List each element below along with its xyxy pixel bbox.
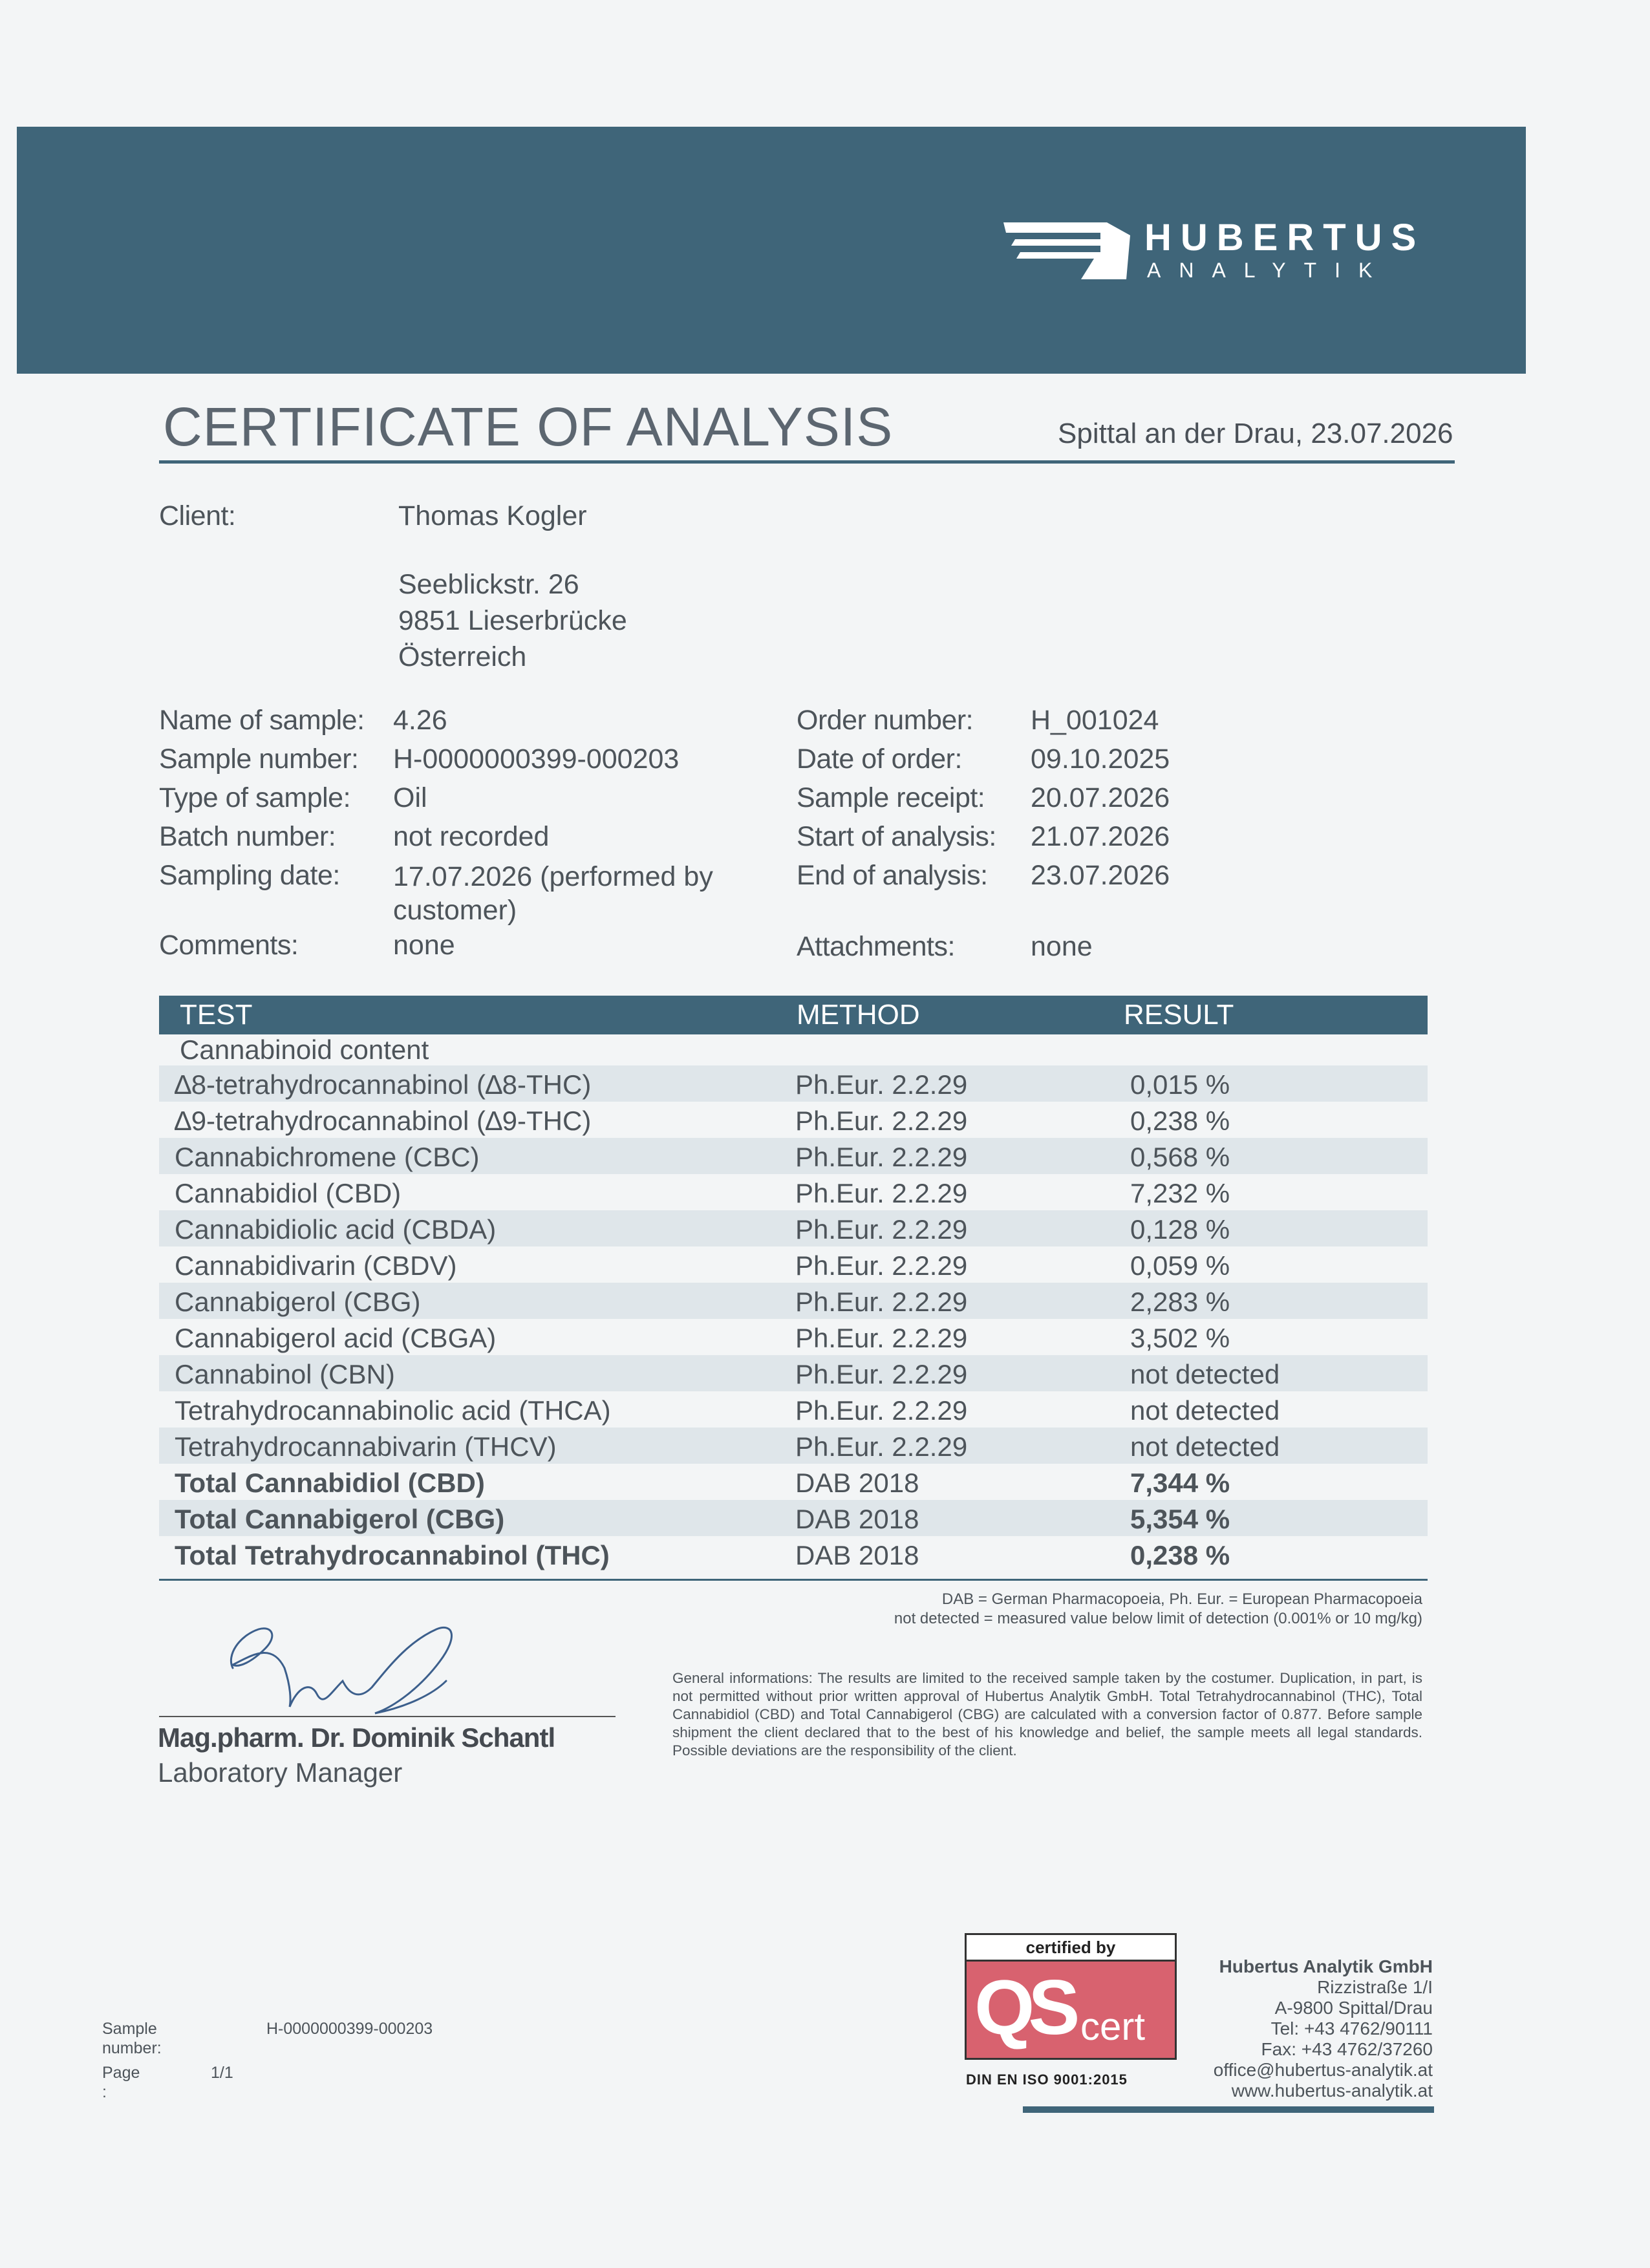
- row-method: Ph.Eur. 2.2.29: [795, 1178, 968, 1208]
- row-result: 0,015 %: [1130, 1069, 1230, 1100]
- footer-sample-number-label-2: number:: [102, 2039, 162, 2057]
- row-method: Ph.Eur. 2.2.29: [795, 1323, 968, 1353]
- client-label: Client:: [159, 500, 236, 531]
- row-test: ∆8-tetrahydrocannabinol (∆8-THC): [175, 1069, 592, 1100]
- sample-type-label: Type of sample:: [159, 782, 351, 813]
- row-result-total: 7,344 %: [1130, 1468, 1230, 1498]
- logo-name: HUBERTUS: [1144, 217, 1426, 259]
- company-city: A-9800 Spittal/Drau: [1274, 1998, 1433, 2018]
- attachments-value: none: [1031, 931, 1093, 962]
- logo-wing-icon: [1003, 220, 1139, 284]
- row-method: Ph.Eur. 2.2.29: [795, 1287, 968, 1317]
- sampling-date-label: Sampling date:: [159, 860, 340, 891]
- signature-line: [159, 1716, 616, 1717]
- row-result: not detected: [1130, 1359, 1280, 1389]
- comments-value: none: [393, 930, 455, 961]
- row-test: Cannabigerol acid (CBGA): [175, 1323, 497, 1353]
- row-test: Tetrahydrocannabivarin (THCV): [175, 1431, 557, 1462]
- sample-name-label: Name of sample:: [159, 705, 365, 736]
- row-test-total: Total Cannabigerol (CBG): [175, 1504, 505, 1534]
- analysis-end-label: End of analysis:: [797, 860, 988, 891]
- column-header-method: METHOD: [797, 999, 920, 1031]
- table-group-label: Cannabinoid content: [180, 1034, 429, 1065]
- batch-number-value: not recorded: [393, 821, 550, 852]
- sample-name-value: 4.26: [393, 705, 447, 736]
- row-method: Ph.Eur. 2.2.29: [795, 1395, 968, 1426]
- order-number-value: H_001024: [1031, 705, 1159, 736]
- row-method: DAB 2018: [795, 1540, 919, 1570]
- company-street: Rizzistraße 1/I: [1317, 1977, 1433, 1997]
- row-result-total: 5,354 %: [1130, 1504, 1230, 1534]
- sample-number-label: Sample number:: [159, 744, 359, 775]
- row-result: 2,283 %: [1130, 1287, 1230, 1317]
- analysis-start-value: 21.07.2026: [1031, 821, 1170, 852]
- footer-rule: [1023, 2106, 1434, 2113]
- sample-number-value: H-0000000399-000203: [393, 744, 680, 775]
- row-test: Tetrahydrocannabinolic acid (THCA): [175, 1395, 611, 1426]
- legend-pharmacopoeia: DAB = German Pharmacopoeia, Ph. Eur. = European Pharmacopoeia: [941, 1590, 1422, 1608]
- qscert-badge: [965, 1933, 1177, 2060]
- client-name: Thomas Kogler: [398, 500, 587, 531]
- attachments-label: Attachments:: [797, 931, 955, 962]
- row-result: 0,238 %: [1130, 1106, 1230, 1136]
- sample-type-value: Oil: [393, 782, 427, 813]
- client-street: Seeblickstr. 26: [398, 569, 579, 600]
- sample-receipt-label: Sample receipt:: [797, 782, 985, 813]
- row-test: Cannabichromene (CBC): [175, 1142, 480, 1172]
- company-name: Hubertus Analytik GmbH: [1219, 1956, 1433, 1976]
- order-date-value: 09.10.2025: [1031, 744, 1170, 775]
- row-method: Ph.Eur. 2.2.29: [795, 1250, 968, 1281]
- client-country: Österreich: [398, 641, 527, 672]
- row-result: not detected: [1130, 1431, 1280, 1462]
- analysis-end-value: 23.07.2026: [1031, 860, 1170, 891]
- comments-label: Comments:: [159, 930, 299, 961]
- footer-sample-number-label: Sample: [102, 2020, 157, 2038]
- company-logo: [1003, 217, 1426, 284]
- title-divider: [159, 460, 1455, 464]
- row-result: 0,128 %: [1130, 1214, 1230, 1245]
- company-website[interactable]: www.hubertus-analytik.at: [1231, 2081, 1433, 2101]
- row-result: 0,568 %: [1130, 1142, 1230, 1172]
- batch-number-label: Batch number:: [159, 821, 336, 852]
- signatory-role: Laboratory Manager: [158, 1757, 403, 1788]
- company-tel: Tel: +43 4762/90111: [1270, 2018, 1433, 2038]
- row-test: ∆9-tetrahydrocannabinol (∆9-THC): [175, 1106, 592, 1136]
- sample-receipt-value: 20.07.2026: [1031, 782, 1170, 813]
- row-test: Cannabinol (CBN): [175, 1359, 395, 1389]
- certified-by-label: certified by: [967, 1935, 1175, 1962]
- row-result: 3,502 %: [1130, 1323, 1230, 1353]
- order-date-label: Date of order:: [797, 744, 962, 775]
- row-method: Ph.Eur. 2.2.29: [795, 1106, 968, 1136]
- table-bottom-rule: [159, 1579, 1428, 1581]
- column-header-result: RESULT: [1124, 999, 1234, 1031]
- sampling-date-value: 17.07.2026 (performed by customer): [393, 861, 713, 926]
- row-result: 0,059 %: [1130, 1250, 1230, 1281]
- place-date: Spittal an der Drau, 23.07.2026: [1058, 418, 1453, 449]
- company-email[interactable]: office@hubertus-analytik.at: [1213, 2060, 1433, 2080]
- row-test-total: Total Tetrahydrocannabinol (THC): [175, 1540, 610, 1570]
- qscert-logo: [967, 1962, 1175, 2058]
- qs-letters: QS: [974, 1964, 1074, 2051]
- column-header-test: TEST: [180, 999, 253, 1031]
- logo-subtitle: ANALYTIK: [1147, 259, 1391, 282]
- order-number-label: Order number:: [797, 705, 974, 736]
- row-test: Cannabigerol (CBG): [175, 1287, 421, 1317]
- row-method: DAB 2018: [795, 1504, 919, 1534]
- row-method: DAB 2018: [795, 1468, 919, 1498]
- legend-not-detected: not detected = measured value below limit of detection (0.001% or 10 mg/kg): [894, 1610, 1422, 1627]
- footer-page-value: 1/1: [211, 2064, 233, 2082]
- row-method: Ph.Eur. 2.2.29: [795, 1069, 968, 1100]
- row-method: Ph.Eur. 2.2.29: [795, 1431, 968, 1462]
- company-fax: Fax: +43 4762/37260: [1261, 2039, 1433, 2059]
- row-method: Ph.Eur. 2.2.29: [795, 1214, 968, 1245]
- cert-word: cert: [1080, 2005, 1146, 2048]
- row-result-total: 0,238 %: [1130, 1540, 1230, 1570]
- row-method: Ph.Eur. 2.2.29: [795, 1359, 968, 1389]
- row-method: Ph.Eur. 2.2.29: [795, 1142, 968, 1172]
- row-test: Cannabidiolic acid (CBDA): [175, 1214, 497, 1245]
- page-title: CERTIFICATE OF ANALYSIS: [163, 396, 894, 457]
- client-city: 9851 Lieserbrücke: [398, 605, 627, 636]
- footer-page-label-2: :: [102, 2083, 107, 2101]
- signature-image: [213, 1597, 485, 1726]
- general-information: General informations: The results are limited to the received sample taken by the costumer. Duplication, in part, is not permitted without prior written approval of Hubertus Analytik GmbH. Total Tetrahydrocannabinol (THC), Total Cannabidiol (CBD) and Total Cannabigerol (CBG) are calculated with a conversion factor of 0.877. Before sample shipment the client declared that to the best of his knowledge and belief, the sample meets all legal standards. Possible deviations are the responsibility of the client.: [672, 1670, 1422, 1759]
- analysis-start-label: Start of analysis:: [797, 821, 996, 852]
- iso-standard: DIN EN ISO 9001:2015: [966, 2071, 1128, 2088]
- row-test: Cannabidiol (CBD): [175, 1178, 402, 1208]
- footer-page-label: Page: [102, 2064, 140, 2082]
- row-result: not detected: [1130, 1395, 1280, 1426]
- row-result: 7,232 %: [1130, 1178, 1230, 1208]
- footer-sample-number-value: H-0000000399-000203: [266, 2020, 433, 2038]
- table-header: [159, 996, 1428, 1034]
- signatory-name: Mag.pharm. Dr. Dominik Schantl: [158, 1722, 555, 1753]
- row-test-total: Total Cannabidiol (CBD): [175, 1468, 485, 1498]
- row-test: Cannabidivarin (CBDV): [175, 1250, 457, 1281]
